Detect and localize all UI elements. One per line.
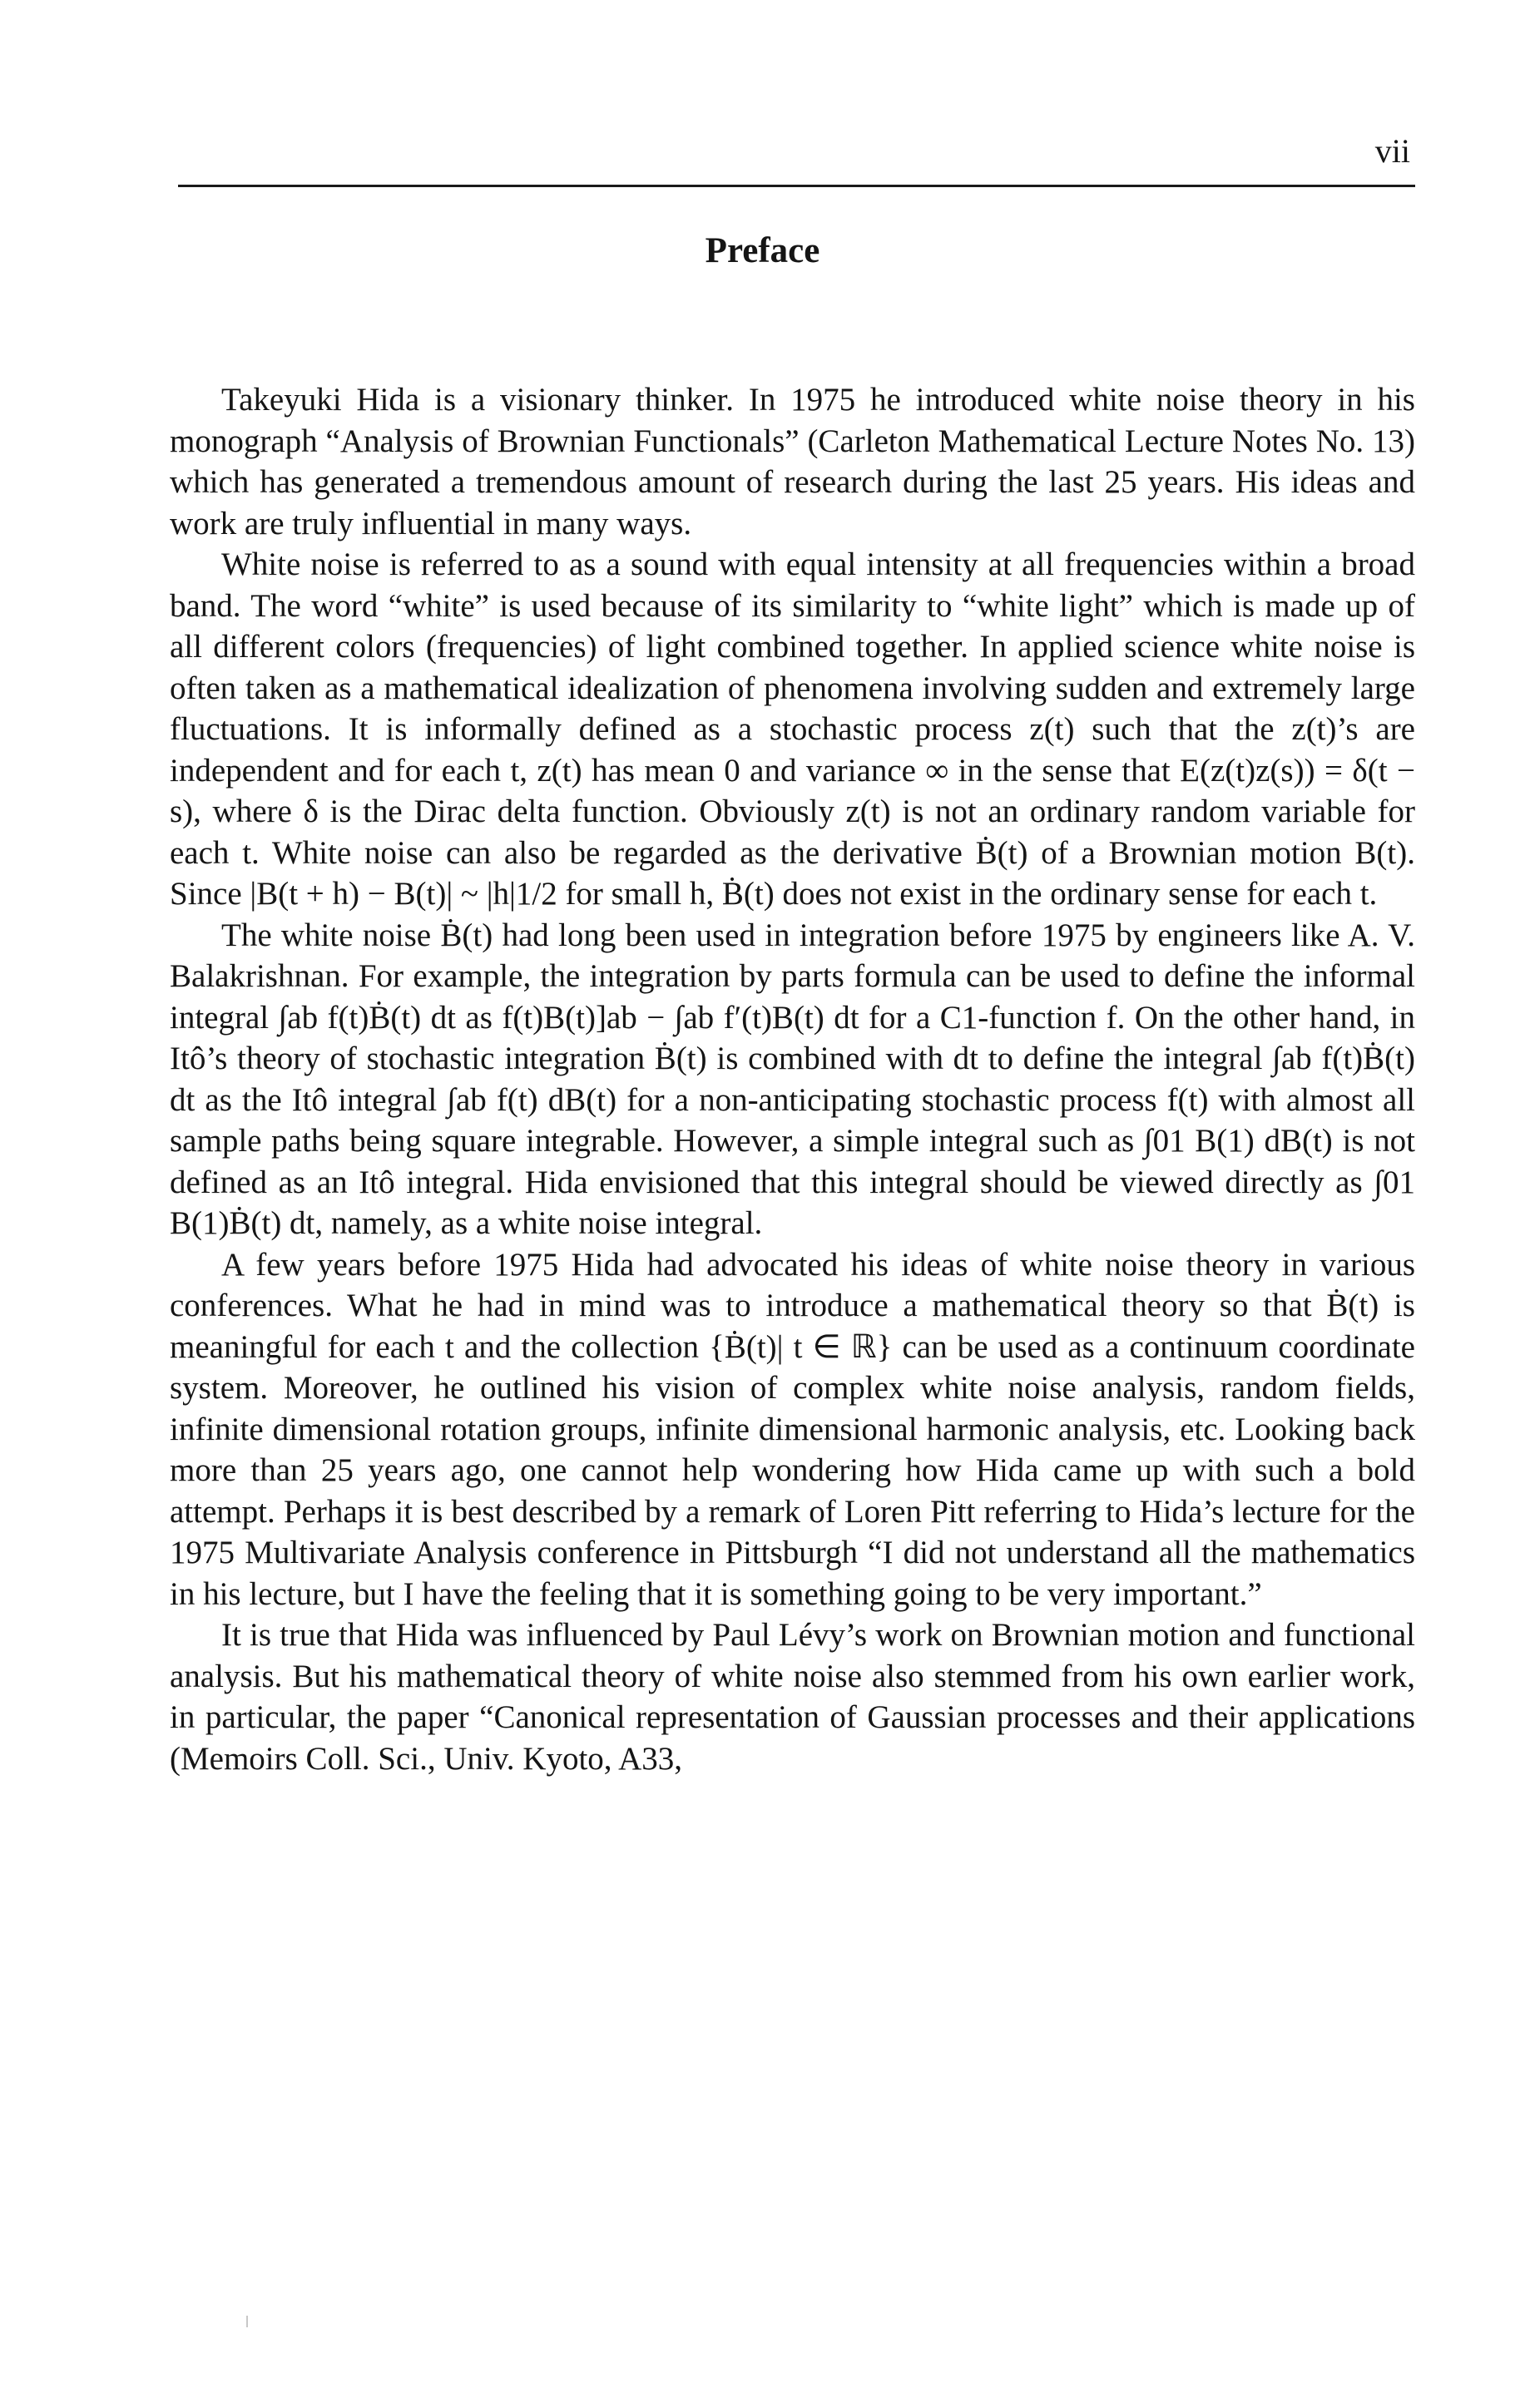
- page-title: Preface: [705, 231, 820, 270]
- paragraph-1: Takeyuki Hida is a visionary thinker. In 1975 he introduced white noise theory in his monograph “Analysis of Brownian Functionals” (Carleton Mathematical Lecture Notes No. 13) which has generated a tremendous amount of research during the last 25 years. His ideas and work are truly influential in many ways.: [170, 382, 1415, 541]
- paragraph-2: White noise is referred to as a sound with equal intensity at all frequencies within a broad band. The word “white” is used because of its similarity to “white light” which is made up of all different colors (frequencies) of light combined together. In applied science white noise is often taken as a mathematical idealization of phenomena involving sudden and extremely large fluctuations. It is informally defined as a stochastic process z(t) such that the z(t)’s are independent and for each t, z(t) has mean 0 and variance ∞ in the sense that E(z(t)z(s)) = δ(t − s), where δ is the Dirac delta function. Obviously z(t) is not an ordinary random variable for each t. White noise can also be regarded as the derivative Ḃ(t) of a Brownian motion B(t). Since |B(t + h) − B(t)| ~ |h|1/2 for small h, Ḃ(t) does not exist in the ordinary sense for each t.: [170, 546, 1415, 912]
- paragraph-4: A few years before 1975 Hida had advocated his ideas of white noise theory in various conferences. What he had in mind was to introduce a mathematical theory so that Ḃ(t) is meaningful for each t and the collection {Ḃ(t)| t ∈ ℝ} can be used as a continuum coordinate system. Moreover, he outlined his vision of complex white noise analysis, random fields, infinite dimensional rotation groups, infinite dimensional harmonic analysis, etc. Looking back more than 25 years ago, one cannot help wondering how Hida came up with such a bold attempt. Perhaps it is best described by a remark of Loren Pitt referring to Hida’s lecture for the 1975 Multivariate Analysis conference in Pittsburgh “I did not understand all the mathematics in his lecture, but I have the feeling that it is something going to be very important.”: [170, 1246, 1415, 1612]
- header-rule: [178, 185, 1415, 187]
- page-number: vii: [1374, 132, 1410, 170]
- scan-mark: [246, 2316, 248, 2327]
- paragraph-3: The white noise Ḃ(t) had long been used in integration before 1975 by engineers like A. V. Balakrishnan. For example, the integration by parts formula can be used to define the informal integral ∫ab f(t)Ḃ(t) dt as f(t)B(t)]ab − ∫ab f′(t)B(t) dt for a C1-function f. On the other hand, in Itô’s theory of stochastic integration Ḃ(t) is combined with dt to define the integral ∫ab f(t)Ḃ(t) dt as the Itô integral ∫ab f(t) dB(t) for a non-anticipating stochastic process f(t) with almost all sample paths being square integrable. However, a simple integral such as ∫01 B(1) dB(t) is not defined as an Itô integral. Hida envisioned that this integral should be viewed directly as ∫01 B(1)Ḃ(t) dt, namely, as a white noise integral.: [170, 917, 1415, 1241]
- paragraph-5: It is true that Hida was influenced by Paul Lévy’s work on Brownian motion and functional analysis. But his mathematical theory of white noise also stemmed from his own earlier work, in particular, the paper “Canonical representation of Gaussian processes and their applications (Memoirs Coll. Sci., Univ. Kyoto, A33,: [170, 1617, 1415, 1777]
- preface-body: [170, 379, 1415, 1779]
